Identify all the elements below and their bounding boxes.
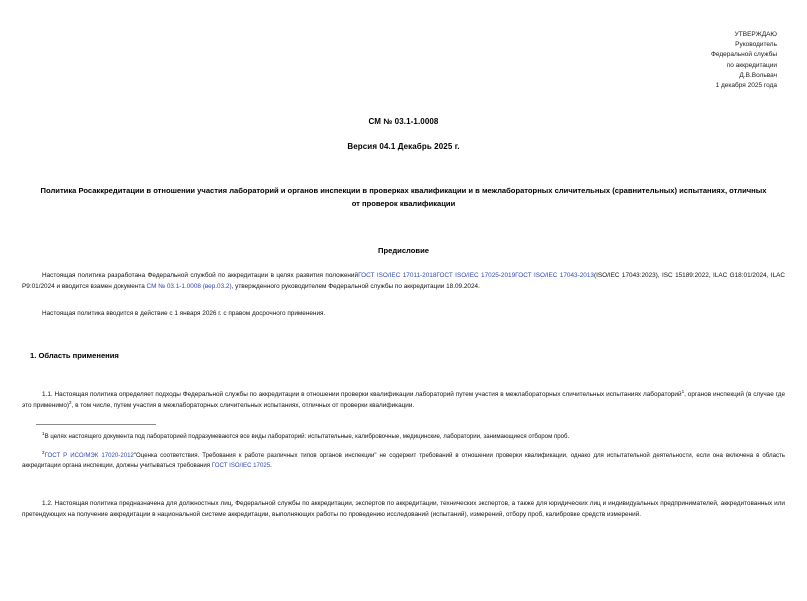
paragraph-1-1-part-3: , в том числе, путем участия в межлабораторных сличительных испытаниях, отличных от проверки квалификации.: [71, 401, 415, 409]
approval-signatory: Д.В.Вольвач: [739, 71, 777, 79]
foreword-lead-text: Настоящая политика разработана Федеральной службой по аккредитации в целях развития положений: [42, 272, 359, 280]
document-code: СМ № 03.1-1.0008: [368, 117, 439, 127]
approval-line-1: УТВЕРЖДАЮ: [734, 31, 777, 38]
link-gost-17025[interactable]: ГОСТ ISO/IEC 17025-2019: [436, 272, 516, 280]
foreword-paragraph: [22, 271, 785, 292]
document-version: Версия 04.1 Декабрь 2025 г.: [347, 142, 460, 152]
approval-block: [22, 30, 785, 91]
footnote-ref-2[interactable]: 2: [69, 399, 72, 405]
paragraph-1-1-part-2: , органов инспекций (в случае где это применимо): [22, 391, 786, 409]
paragraph-1-1: [22, 390, 785, 411]
footnote-2: [22, 451, 785, 472]
link-replaced-document[interactable]: СМ № 03.1-1.0008 (вер.03.2): [146, 282, 232, 290]
footnote-1: [22, 432, 785, 442]
page-title: Политика Росаккредитации в отношении участия лабораторий и органов инспекции в проверках квалификации и в межлабораторных сличительных (сравнительных) испытаниях, отличных от проверок квалификации: [40, 186, 767, 209]
approval-date: 1 декабря 2025 года: [715, 82, 777, 90]
footnote-ref-1[interactable]: 1: [681, 388, 685, 394]
document-page: [0, 30, 807, 601]
foreword-mid-text: (ISO/IEC 17043:2023), ISC 15189:2022, ILAC G18:01/2024, ILAC P9:01/2024 и вводится взамен документа: [22, 272, 786, 290]
paragraph-1-2: 1.2. Настоящая политика предназначена для должностных лиц, Федеральной службы по аккредитации, экспертов по аккредитации, технических экспертов, а также для юридических лиц и индивидуальных предпринимателей, аккредитованных или претендующих на получение аккредитации в национальной системе аккредитации, выполняющих работы по проведению исследований (испытаний), измерений, отбору проб, калибровке средств измерений.: [22, 500, 785, 518]
foreword-tail-text: , утвержденного руководителем Федеральной службы по аккредитации 18.09.2024.: [231, 282, 480, 290]
footnotes-block: [22, 432, 785, 471]
link-gost-17020[interactable]: ГОСТ Р ИСО/МЭК 17020-2012: [44, 451, 134, 459]
approval-line-3: Федеральной службы: [710, 51, 777, 59]
enactment-paragraph: Настоящая политика вводится в действие с 1 января 2026 г. с правом досрочного применения.: [42, 310, 326, 318]
approval-line-4: по аккредитации: [726, 61, 777, 69]
footnote-separator: [36, 424, 156, 425]
foreword-heading: Предисловие: [378, 246, 429, 256]
footnote-2-text-mid: "Оценка соответствия. Требования к работе различных типов органов инспекции" не содержит требований в отношении проверки квалификации, однако для испытательной деятельности, если она включена в область аккредитации органа инспекции, должны учитываться требования: [22, 451, 785, 469]
section-heading-1: 1. Область применения: [30, 351, 119, 360]
footnote-1-text: В целях настоящего документа под лабораторией подразумеваются все виды лабораторий: испытательные, калибровочные, медицинские, лаборатории, занимающиеся отбором проб.: [44, 433, 570, 441]
footnote-2-marker: 2: [42, 449, 45, 455]
paragraph-1-1-part-1: 1.1. Настоящая политика определяет подходы Федеральной службы по аккредитации в отношении проверки квалификации лабораторий путем участия в межлабораторных сличительных испытаниях лабораторий: [42, 391, 682, 398]
footnote-2-text-tail: .: [270, 462, 272, 469]
link-gost-iso-iec-17025[interactable]: ГОСТ ISO/IEC 17025: [211, 462, 271, 469]
link-gost-17011[interactable]: ГОСТ ISO/IEC 17011-2018: [358, 272, 437, 280]
link-gost-17043[interactable]: ГОСТ ISO/IEC 17043-2013: [515, 272, 594, 280]
approval-line-2: Руководитель: [735, 41, 777, 49]
footnote-1-marker: 1: [42, 431, 45, 437]
